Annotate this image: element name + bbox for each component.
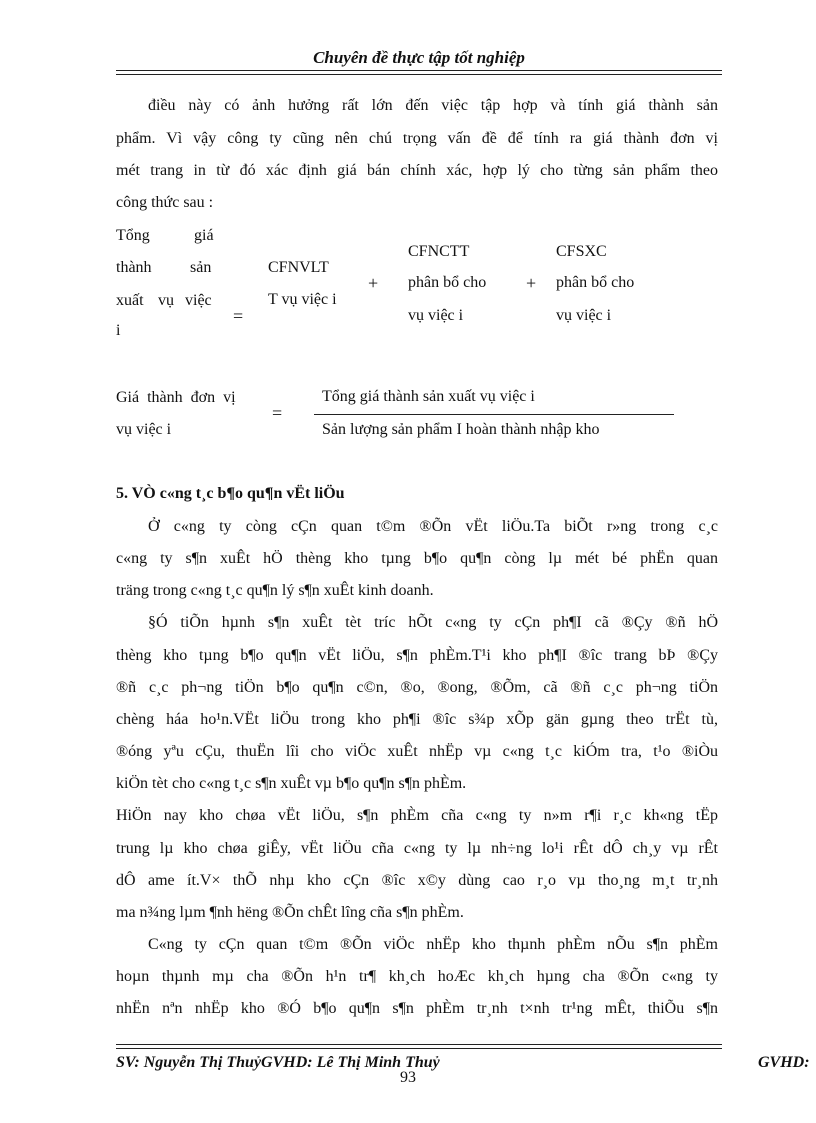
text-line: phẩm. Vì vậy công ty cũng nên chú trọng vấn đề để tính ra giá thành đơn vị [116,130,718,147]
formula-denominator: Sản lượng sản phẩm I hoàn thành nhập kho [322,421,600,438]
text-line: C«ng ty cÇn quan t©m ®Õn viÖc nhËp kho thµnh phÈm nÕu s¶n phÈm [148,936,718,953]
text-line: kiÖn tèt cho c«ng t¸c s¶n xuÊt vµ b¶o qu¶n s¶n phÈm. [116,775,467,792]
text-line: trung lµ kho chøa giÊy, vËt liÖu cña c«ng ty lµ nh÷ng lo¹i rÊt dÔ ch¸y vµ rÊt [116,840,718,857]
header-rule-bottom [116,74,722,75]
formula-lhs-word: i [116,322,121,339]
page-number: 93 [400,1069,416,1086]
header-title: Chuyên đề thực tập tốt nghiệp [313,48,525,67]
formula-lhs: vụ việc i [116,421,172,438]
text-line: HiÖn nay kho chøa vËt liÖu, s¶n phÈm cña c«ng ty n»m r¶i r¸c kh«ng tËp [116,807,718,824]
text-line: c«ng ty s¶n xuÊt hÖ thèng kho tµng b¶o qu¶n còng lµ mét bé phËn quan [116,550,718,567]
text-line: ®ñ c¸c ph¬ng tiÖn b¶o qu¶n c©n, ®o, ®ong, ®Õm, cã ®ñ c¸c ph¬ng tiÖn [116,679,718,696]
formula-term-2: phân bổ cho [408,274,487,291]
text-line: ®óng yªu cÇu, thuËn lîi cho viÖc xuÊt nhËp vµ c«ng t¸c kiÓm tra, t¹o ®iÒu [116,743,718,760]
text-line: chèng háa ho¹n.VËt liÖu trong kho ph¶i ®îc s¾p xÕp gän gµng theo trËt tù, [116,711,718,728]
text-line: träng trong c«ng t¸c qu¶n lý s¶n xuÊt kinh doanh. [116,582,434,599]
footer-author: SV: Nguyễn Thị ThuỷGVHD: Lê Thị Minh Thuỷ [116,1054,440,1071]
text-line: nhËn nªn nhËp kho ®Ó b¶o qu¶n s¶n phÈm tr¸nh t×nh tr¹ng mÊt, thiÕu s¶n [116,1000,718,1017]
text-line: ma n¾ng lµm ¶nh hëng ®Õn chÊt lîng cña s¶n phÈm. [116,904,464,921]
formula-term-2: CFNCTT [408,243,470,260]
formula-term-3: phân bổ cho [556,274,635,291]
plus-sign: + [526,273,537,293]
footer-rule-top [116,1044,722,1045]
plus-sign: + [368,273,379,293]
formula-lhs-word: Tổng [116,227,150,244]
text-line: công thức sau : [116,194,214,211]
text-line: §Ó tiÕn hµnh s¶n xuÊt tèt tríc hÕt c«ng ty cÇn ph¶I cã ®Çy ®ñ hÖ [148,614,718,631]
text-line: dÔ ame ít.V× thÕ nhµ kho cÇn ®îc x©y dùng cao r¸o vµ tho¸ng m¸t tr¸nh [116,872,718,889]
header-rule-top [116,70,722,71]
fraction-bar [314,414,674,415]
section-heading: 5. VÒ c«ng t¸c b¶o qu¶n vËt liÖu [116,485,345,502]
equals-sign: = [272,403,283,423]
formula-term-2: vụ việc i [408,307,464,324]
text-line: mét trang in từ đó xác định giá bán chính xác, hợp lý cho từng sản phẩm theo [116,162,718,179]
equals-sign: = [233,306,244,326]
formula-lhs-word: xuất [116,292,144,309]
footer-rule-bottom [116,1048,722,1049]
text-line: thèng kho tµng b¶o qu¶n vËt liÖu, s¶n phÈm.T¹i kho ph¶I ®îc trang bÞ ®Çy [116,647,718,664]
formula-term-3: vụ việc i [556,307,612,324]
formula-lhs: Giá thành đơn vị [116,389,236,406]
footer-supervisor: GVHD: [758,1054,810,1071]
text-line: hoµn thµnh mµ cha ®Õn h¹n tr¶ kh¸ch hoÆc kh¸ch hµng cha ®Õn c«ng ty [116,968,718,985]
formula-lhs-word: sản [190,259,212,276]
formula-term-1: CFNVLT [268,259,329,276]
text-line: Ở c«ng ty còng cÇn quan t©m ®Õn vËt liÖu.Ta biÕt r»ng trong c¸c [148,518,718,535]
formula-lhs-word: việc [185,292,212,309]
formula-numerator: Tổng giá thành sản xuất vụ việc i [322,388,535,405]
formula-lhs-word: thành [116,259,152,276]
text-line: điều này có ảnh hưởng rất lớn đến việc tập hợp và tính giá thành sản [148,97,718,114]
formula-lhs-word: giá [194,227,214,244]
formula-term-1: T vụ việc i [268,291,337,308]
formula-term-3: CFSXC [556,243,607,260]
formula-lhs-word: vụ [158,292,174,309]
